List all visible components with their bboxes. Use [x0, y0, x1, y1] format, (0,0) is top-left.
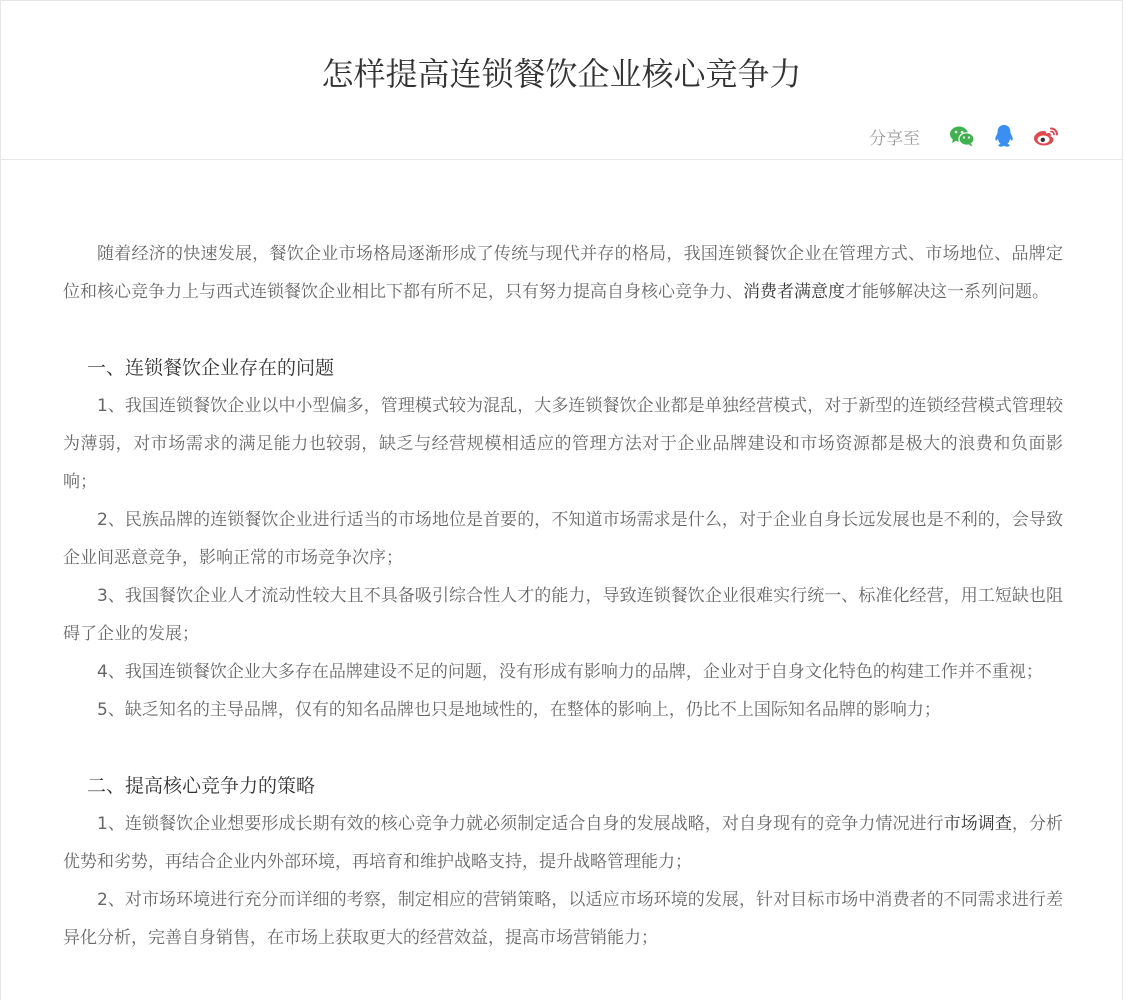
- section1-item: 1、我国连锁餐饮企业以中小型偏多，管理模式较为混乱，大多连锁餐饮企业都是单独经营模式，对于新型的连锁经营模式管理较为薄弱，对市场需求的满足能力也较弱，缺乏与经营规模相适应的管理方法对于企业品牌建设和市场资源都是极大的浪费和负面影响；: [63, 396, 1063, 492]
- weibo-icon: [1033, 125, 1059, 147]
- section1-heading: 一、连锁餐饮企业存在的问题: [87, 357, 335, 379]
- share-bar: [869, 121, 1060, 151]
- section1-item: 4、我国连锁餐饮企业大多存在品牌建设不足的问题，没有形成有影响力的品牌，企业对于自身文化特色的构建工作并不重视；: [97, 662, 1043, 682]
- article-body: [63, 235, 1063, 957]
- section2-item: 2、对市场环境进行充分而详细的考察，制定相应的营销策略，以适应市场环境的发展，针对目标市场中消费者的不同需求进行差异化分析，完善自身销售，在市场上获取更大的经营效益，提高市场营销能力；: [63, 890, 1063, 948]
- share-weibo-button[interactable]: [1032, 122, 1060, 150]
- section2-heading: 二、提高核心竞争力的策略: [87, 775, 316, 797]
- section1-item: 2、民族品牌的连锁餐饮企业进行适当的市场地位是首要的，不知道市场需求是什么，对于企业自身长远发展也是不利的，会导致企业间恶意竞争，影响正常的市场竞争次序；: [63, 510, 1063, 568]
- intro-paragraph: 随着经济的快速发展，餐饮企业市场格局逐渐形成了传统与现代并存的格局，我国连锁餐饮企业在管理方式、市场地位、品牌定位和核心竞争力上与西式连锁餐饮企业相比下都有所不足，只有努力提高自身核心竞争力、消费者满意度才能够解决这一系列问题。: [63, 244, 1063, 302]
- market-research-link[interactable]: 市场调查: [943, 814, 1012, 834]
- share-label: 分享至: [869, 128, 920, 149]
- section1-item: 5、缺乏知名的主导品牌，仅有的知名品牌也只是地域性的，在整体的影响上，仍比不上国际知名品牌的影响力；: [97, 700, 941, 720]
- section2-item: 1、连锁餐饮企业想要形成长期有效的核心竞争力就必须制定适合自身的发展战略，对自身现有的竞争力情况进行市场调查，分析优势和劣势，再结合企业内外部环境，再培育和维护战略支持，提升战略管理能力；: [63, 814, 1064, 872]
- share-qq-button[interactable]: [990, 122, 1018, 150]
- article-header: [1, 1, 1122, 160]
- qq-icon: [993, 124, 1015, 148]
- wechat-icon: [949, 125, 975, 147]
- consumer-satisfaction-link[interactable]: 消费者满意度: [743, 282, 845, 302]
- section1-item: 3、我国餐饮企业人才流动性较大且不具备吸引综合性人才的能力，导致连锁餐饮企业很难实行统一、标准化经营，用工短缺也阻碍了企业的发展；: [63, 586, 1063, 644]
- share-wechat-button[interactable]: [948, 122, 976, 150]
- page-title: 怎样提高连锁餐饮企业核心竞争力: [321, 55, 802, 93]
